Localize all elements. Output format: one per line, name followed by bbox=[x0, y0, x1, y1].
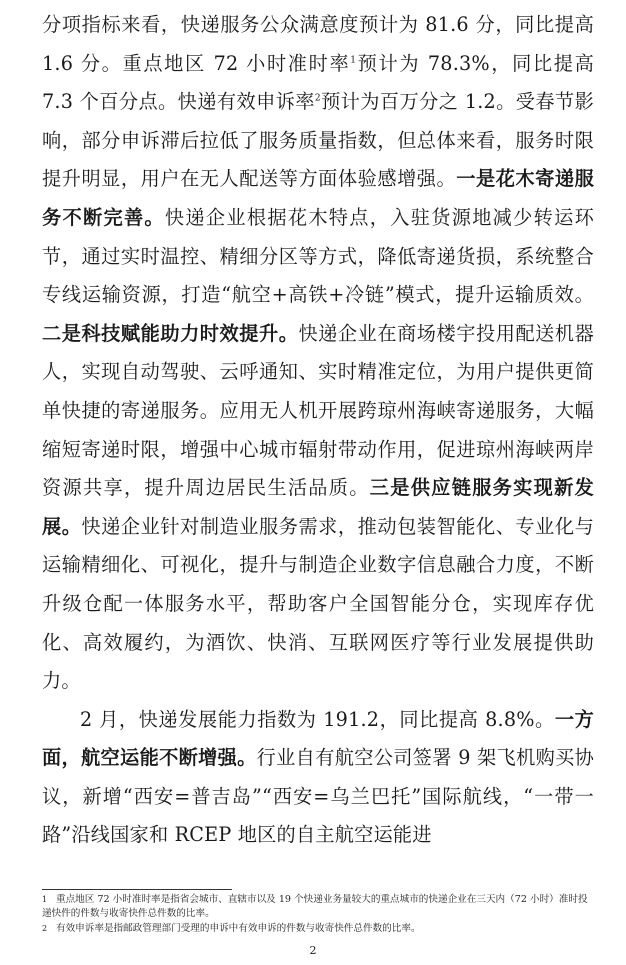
text-run: 预计为 78.3%，同比提高 7.3 个百分点。快递有效申诉率 bbox=[42, 51, 594, 114]
bold-heading-supply-chain: 三是供应链服务实现新发展。 bbox=[42, 476, 595, 538]
text-run: 行业自有航空公司签署 9 架飞机购买协议，新增“西安=普吉岛”“西安=乌兰巴托”国际航线，“一带一路”沿线国家和 RCEP 地区的自主航空运能进 bbox=[42, 746, 594, 847]
footnote-ref-2: 2 bbox=[314, 93, 321, 104]
footnote-ref-1: 1 bbox=[350, 55, 357, 66]
bold-heading-flowers: 一是花木寄递服务不断完善。 bbox=[42, 167, 594, 229]
body-text bbox=[42, 6, 594, 855]
footnote-separator bbox=[42, 889, 232, 890]
text-run: 分项指标来看，快递服务公众满意度预计为 81.6 分，同比提高 1.6 分。重点地区 72 小时准时率 bbox=[42, 13, 594, 75]
bold-heading-aviation: 一方面，航空运能不断增强。 bbox=[42, 707, 594, 770]
text-run: 快递企业针对制造业服务需求，推动包装智能化、专业化与运输精细化、可视化，提升与制造企业数字信息融合力度，不断升级仓配一体服务水平，帮助客户全国智能分仓，实现库存优化、高效履约，为酒饮、快消、互联网医疗等行业发展提供助力。 bbox=[42, 514, 594, 693]
text-run: 快递企业在商场楼宇投用配送机器人，实现自动驾驶、云呼通知、实时精准定位，为用户提供更简单快捷的寄递服务。应用无人机开展跨琼州海峡寄递服务，大幅缩短寄递时限，增强中心城市辐射带动作用，促进琼州海峡两岸资源共享，提升周边居民生活品质。 bbox=[42, 321, 595, 500]
footnote-2 bbox=[42, 922, 592, 936]
page-number: 2 bbox=[309, 944, 317, 957]
footnote-mark: 1 bbox=[42, 895, 48, 904]
footnote-1 bbox=[42, 893, 592, 921]
footnote-text: 重点地区 72 小时准时率是指省会城市、直辖市以及 19 个快递业务量较大的重点城市的快递企业在三天内（72 小时）准时投递快件的件数与收寄快件总件数的比率。 bbox=[42, 894, 588, 919]
bold-heading-technology: 二是科技赋能助力时效提升。 bbox=[42, 321, 299, 345]
footnote-text: 有效申诉率是指邮政管理部门受理的申诉中有效申诉的件数与收寄快件总件数的比率。 bbox=[56, 923, 421, 934]
paragraph-service-quality bbox=[42, 6, 594, 701]
paragraph-development-capacity bbox=[42, 701, 594, 855]
footnote-mark: 2 bbox=[42, 924, 48, 933]
text-run: 快递企业根据花木特点，入驻货源地减少转运环节，通过实时温控、精细分区等方式，降低寄递货损，系统整合专线运输资源，打造“航空+高铁+冷链”模式，提升运输质效。 bbox=[42, 205, 595, 307]
text-run: 2 月，快递发展能力指数为 191.2，同比提高 8.8%。 bbox=[80, 707, 555, 731]
footnotes bbox=[42, 893, 592, 937]
text-run: 预计为百万分之 1.2。受春节影响，部分申诉滞后拉低了服务质量指数，但总体来看，服务时限提升明显，用户在无人配送等方面体验感增强。 bbox=[42, 90, 594, 191]
